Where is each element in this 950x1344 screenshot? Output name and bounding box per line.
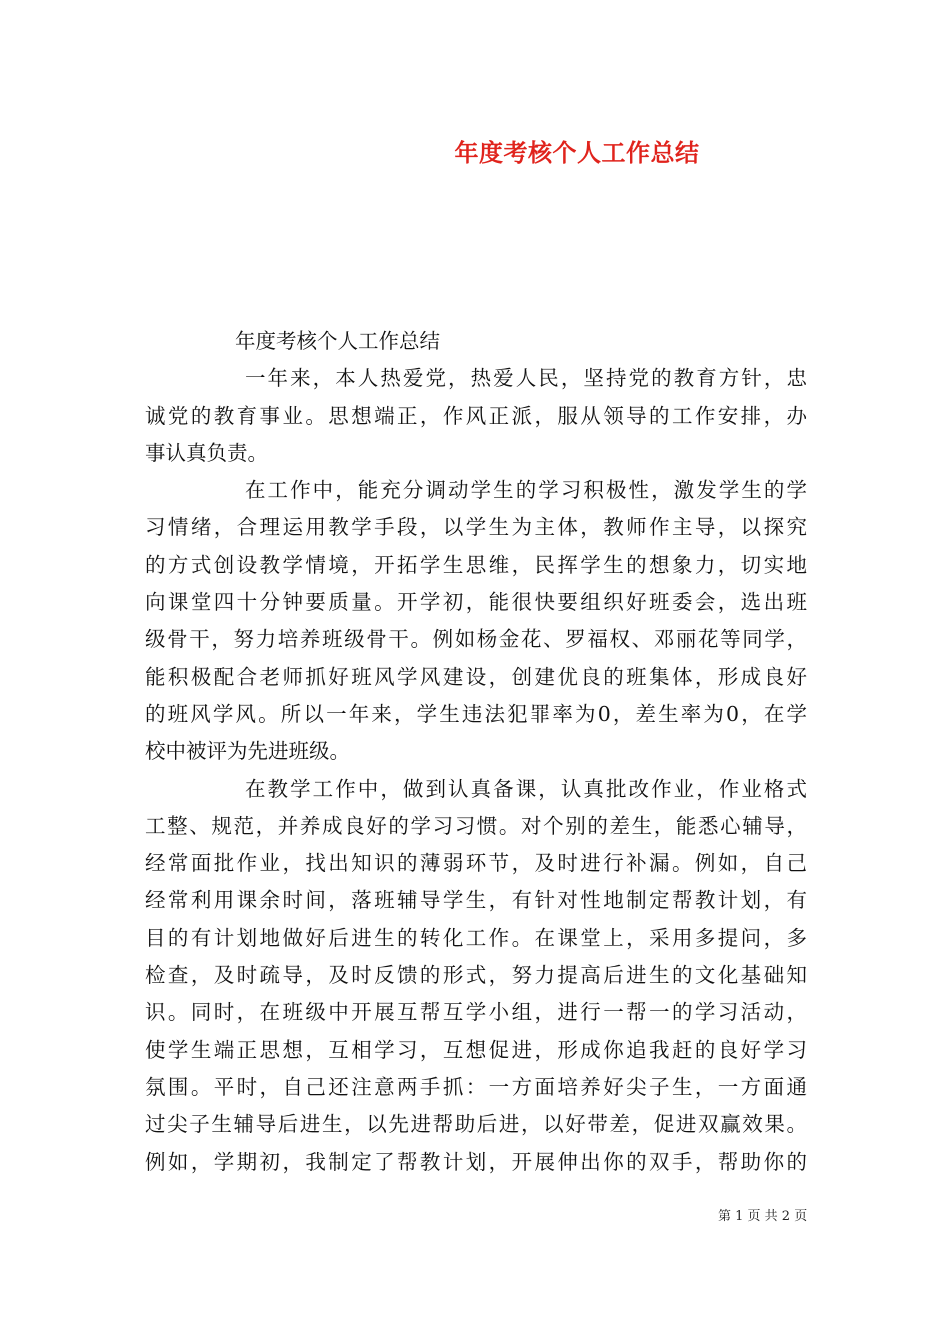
paragraph-line: 目的有计划地做好后进生的转化工作。在课堂上，采用多提问，多 [145,925,807,950]
paragraph-line: 识。同时，在班级中开展互帮互学小组，进行一帮一的学习活动， [145,1000,807,1025]
paragraph-line: 经常面批作业，找出知识的薄弱环节，及时进行补漏。例如，自己 [145,851,807,876]
document-title: 年度考核个人工作总结 [454,138,700,167]
paragraph-line: 例如，学期初，我制定了帮教计划，开展伸出你的双手，帮助你的 [145,1149,807,1174]
paragraph-line: 在工作中，能充分调动学生的学习积极性，激发学生的学 [245,478,807,503]
paragraph-line: 一年来，本人热爱党，热爱人民，坚持党的教育方针，忠 [245,366,807,391]
paragraph-line: 的班风学风。所以一年来，学生违法犯罪率为0，差生率为0，在学 [145,701,807,726]
paragraph-line: 习情绪，合理运用教学手段，以学生为主体，教师作主导，以探究 [145,515,807,540]
paragraph-line: 诚党的教育事业。思想端正，作风正派，服从领导的工作安排，办 [145,403,807,428]
paragraphs [145,360,807,1181]
paragraph-line: 校中被评为先进班级。 [145,739,350,764]
paragraph-line: 经常利用课余时间，落班辅导学生，有针对性地制定帮教计划，有 [145,888,807,913]
paragraph-line: 能积极配合老师抓好班风学风建设，创建优良的班集体，形成良好 [145,664,807,689]
page-footer: 第 1 页 共 2 页 [718,1209,808,1224]
body-subtitle: 年度考核个人工作总结 [235,329,440,353]
paragraph-line: 检查，及时疏导，及时反馈的形式，努力提高后进生的文化基础知 [145,963,807,988]
paragraph [145,360,807,472]
document-body [145,323,807,1181]
paragraph-line: 过尖子生辅导后进生，以先进帮助后进，以好带差，促进双赢效果。 [145,1112,807,1137]
paragraph-line: 工整、规范，并养成良好的学习习惯。对个别的差生，能悉心辅导， [145,813,807,838]
paragraph-line: 事认真负责。 [145,440,268,465]
paragraph-line: 的方式创设教学情境，开拓学生思维，民挥学生的想象力，切实地 [145,552,807,577]
paragraph-line: 在教学工作中，做到认真备课，认真批改作业，作业格式 [245,776,807,801]
paragraph-line: 氛围。平时，自己还注意两手抓：一方面培养好尖子生，一方面通 [145,1074,807,1099]
paragraph [145,771,807,1181]
paragraph-line: 使学生端正思想，互相学习，互想促进，形成你追我赶的良好学习 [145,1037,807,1062]
paragraph [145,472,807,770]
paragraph-line: 级骨干，努力培养班级骨干。例如杨金花、罗福权、邓丽花等同学， [145,627,807,652]
paragraph-line: 向课堂四十分钟要质量。开学初，能很快要组织好班委会，选出班 [145,590,807,615]
